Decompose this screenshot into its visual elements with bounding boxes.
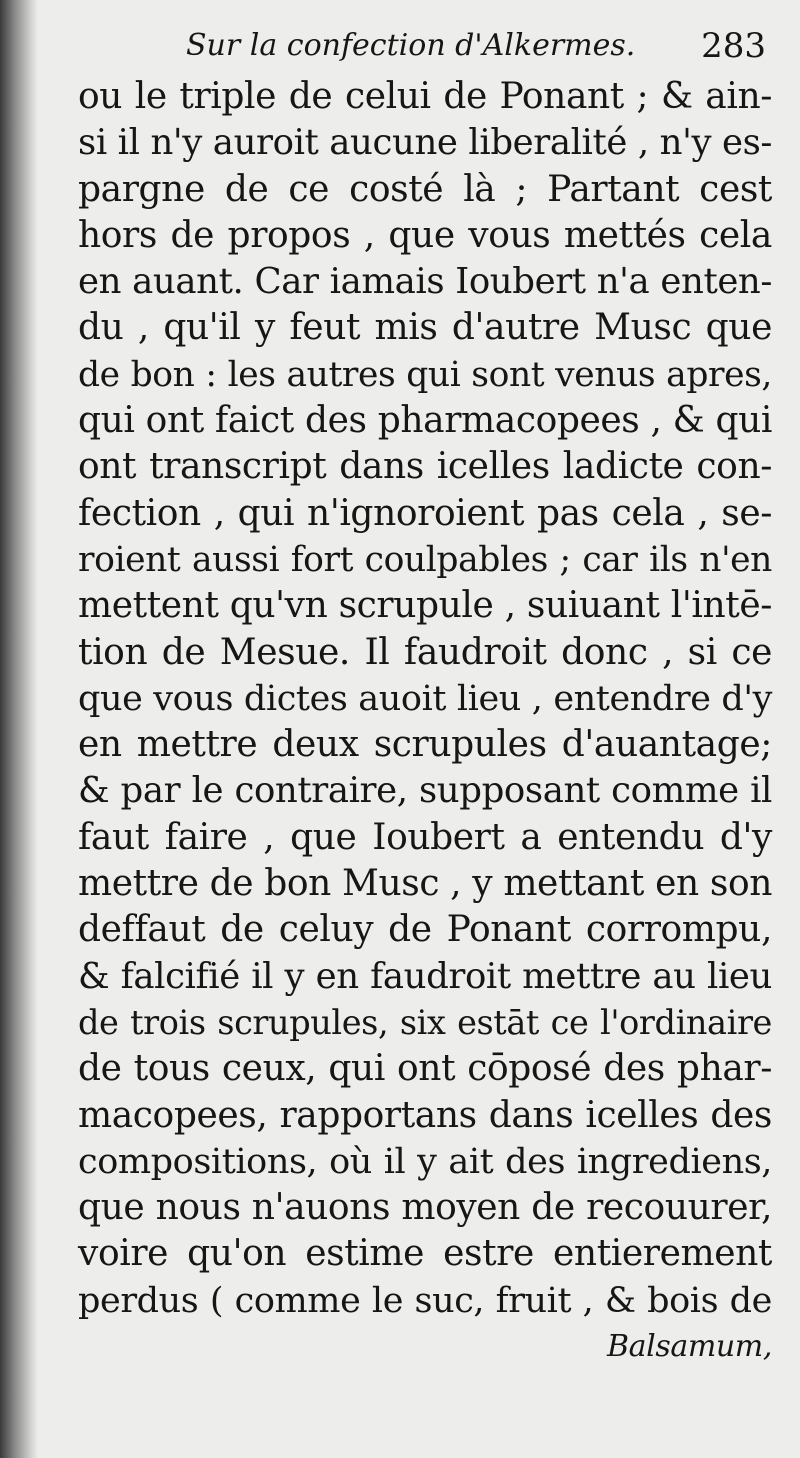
body-text	[78, 74, 772, 1370]
text-line: & falcifié il y en faudroit mettre au lieu	[78, 955, 772, 997]
text-line: roient aussi fort coulpables ; car ils n'en	[78, 539, 772, 580]
catchword: Balsamum,	[607, 1329, 772, 1365]
text-line: faut faire , que Ioubert a entendu d'y	[78, 816, 772, 858]
text-line: voire qu'on estime estre entierement	[78, 1233, 772, 1275]
text-line: hors de propos , que vous mettés cela	[78, 214, 772, 256]
running-title: Sur la confection d'Alkermes.	[186, 28, 636, 63]
text-line: si il n'y auroit aucune liberalité , n'y es-	[78, 122, 773, 164]
text-line: macopees, rapportans dans icelles des	[78, 1094, 772, 1136]
text-line: en mettre deux scrupules d'auantage;	[78, 724, 772, 766]
text-line: fection , qui n'ignoroient pas cela , se-	[78, 492, 772, 534]
page-gutter-shadow	[0, 0, 38, 1458]
text-line: de trois scrupules, six estāt ce l'ordinaire	[78, 1002, 772, 1042]
text-line: de bon : les autres qui sont venus apres,	[78, 354, 772, 395]
text-line: & par le contraire, supposant comme il	[78, 770, 772, 812]
text-line: compositions, où il y ait des ingrediens,	[78, 1141, 772, 1182]
running-head	[78, 18, 772, 74]
text-line: de tous ceux, qui ont cōposé des phar-	[78, 1048, 772, 1090]
text-line: perdus ( comme le suc, fruit , & bois de	[78, 1280, 772, 1321]
page-number: 283	[701, 26, 766, 66]
text-line: qui ont faict des pharmacopees , & qui	[78, 400, 772, 442]
text-line: pargne de ce costé là ; Partant cest	[78, 168, 772, 210]
text-line: que vous dictes auoit lieu , entendre d'y	[78, 678, 772, 719]
text-line: mettent qu'vn scrupule , suiuant l'intē-	[78, 585, 772, 627]
text-line: ont transcript dans icelles ladicte con-	[78, 446, 772, 488]
text-line: en auant. Car iamais Ioubert n'a enten-	[78, 261, 772, 303]
text-line: ou le triple de celui de Ponant ; & ain-	[78, 76, 772, 117]
text-line: deffaut de celuy de Ponant corrompu,	[78, 909, 772, 951]
text-line: mettre de bon Musc , y mettant en son	[78, 863, 772, 905]
text-line: que nous n'auons moyen de recouurer,	[78, 1187, 772, 1229]
text-line: tion de Mesue. Il faudroit donc , si ce	[78, 631, 772, 673]
text-line: du , qu'il y feut mis d'autre Musc que	[78, 307, 772, 349]
